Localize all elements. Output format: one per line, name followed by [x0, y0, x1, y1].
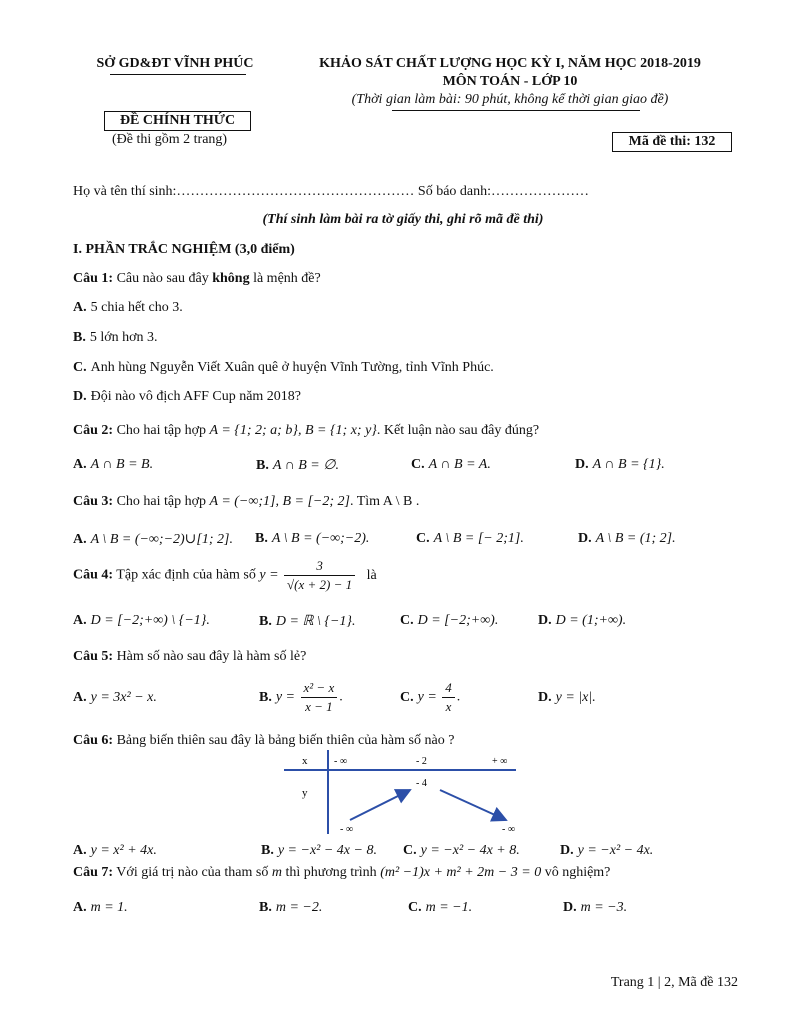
- q5-option-a[interactable]: A. y = 3x² − x.: [73, 690, 157, 705]
- q1-option-b[interactable]: B. 5 lớn hơn 3.: [73, 330, 158, 345]
- q6-option-c[interactable]: C. y = −x² − 4x + 8.: [403, 843, 520, 858]
- pages-note: (Đề thi gồm 2 trang): [112, 132, 228, 147]
- q2-option-b[interactable]: B. A ∩ B = ∅.: [256, 458, 339, 473]
- q5-option-b[interactable]: B. y = $\frac{\text{x² − x}}{x - 1}$ .: [259, 680, 343, 714]
- question-2: Câu 2: Cho hai tập hợp A = {1; 2; a; b}, B = {1; x; y}. Kết luận nào sau đây đúng?: [73, 423, 540, 438]
- q6-option-a[interactable]: A. y = x² + 4x.: [73, 843, 157, 858]
- q7-option-b[interactable]: B. m = −2.: [259, 900, 323, 915]
- q1-option-a[interactable]: A. 5 chia hết cho 3.: [73, 300, 183, 315]
- q3-option-b[interactable]: B. A \ B = (−∞;−2).: [255, 531, 370, 546]
- q2-option-d[interactable]: D. A ∩ B = {1}.: [575, 457, 665, 472]
- table-x-label: x: [302, 755, 308, 767]
- table-y-value-3: - ∞: [502, 824, 515, 834]
- table-y-value-1: - ∞: [340, 824, 353, 834]
- q6-option-b[interactable]: B. y = −x² − 4x − 8.: [261, 843, 377, 858]
- q2-option-c[interactable]: C. A ∩ B = A.: [411, 457, 491, 472]
- q3-option-a[interactable]: A. A \ B = (−∞;−2)∪[1; 2].: [73, 532, 233, 547]
- q4-option-c[interactable]: C. D = [−2;+∞).: [400, 613, 499, 628]
- q4-option-d[interactable]: D. D = (1;+∞).: [538, 613, 627, 628]
- table-y-value-2: - 4: [416, 778, 427, 789]
- question-6: Câu 6: Bảng biến thiên sau đây là bảng biến thiên của hàm số nào ?: [73, 733, 455, 748]
- candidate-instruction: (Thí sinh làm bài ra tờ giấy thi, ghi rõ mã đề thi): [262, 212, 544, 227]
- variation-table: [284, 750, 516, 834]
- department-underline: [110, 74, 246, 75]
- page-footer: Trang 1 | 2, Mã đề 132: [610, 975, 738, 990]
- question-4: Câu 4: Tập xác định của hàm số y = $\frac{3}{√(x + 2) - 1}$ là: [73, 558, 377, 592]
- q1-option-d[interactable]: D. Đội nào vô địch AFF Cup năm 2018?: [73, 389, 302, 404]
- exam-subject: MÔN TOÁN - LỚP 10: [442, 74, 578, 89]
- q4-fraction: $\frac{3}{√(x + 2) - 1}$: [284, 557, 355, 594]
- exam-code: Mã đề thi: 132: [612, 132, 732, 152]
- q4-option-a[interactable]: A. D = [−2;+∞) \ {−1}.: [73, 613, 210, 628]
- q1-option-c[interactable]: C. Anh hùng Nguyễn Viết Xuân quê ở huyện Vĩnh Tường, tỉnh Vĩnh Phúc.: [73, 360, 494, 375]
- increasing-arrow: [350, 790, 410, 820]
- candidate-name-line: Họ và tên thí sinh:…………………………………………… Số báo danh:…………………: [73, 184, 590, 199]
- department-name: SỞ GD&ĐT VĨNH PHÚC: [96, 56, 254, 71]
- time-underline: [392, 110, 640, 111]
- table-y-label: y: [302, 787, 308, 799]
- question-1: Câu 1: Câu nào sau đây không là mệnh đề?: [73, 271, 321, 286]
- q6-option-d[interactable]: D. y = −x² − 4x.: [560, 843, 654, 858]
- question-5: Câu 5: Hàm số nào sau đây là hàm số lẻ?: [73, 649, 307, 664]
- q3-option-d[interactable]: D. A \ B = (1; 2].: [578, 531, 676, 546]
- q7-option-a[interactable]: A. m = 1.: [73, 900, 128, 915]
- question-7: Câu 7: Với giá trị nào của tham số m thì phương trình (m² −1)x + m² + 2m − 3 = 0 vô nghiệm?: [73, 865, 611, 880]
- q3-option-c[interactable]: C. A \ B = [− 2;1].: [416, 531, 524, 546]
- table-x-value-2: - 2: [416, 756, 427, 767]
- decreasing-arrow: [440, 790, 506, 820]
- q7-option-c[interactable]: C. m = −1.: [408, 900, 473, 915]
- exam-time-note: (Thời gian làm bài: 90 phút, không kể thời gian giao đề): [351, 92, 669, 107]
- table-x-value-1: - ∞: [334, 756, 347, 767]
- official-label: ĐỀ CHÍNH THỨC: [104, 111, 251, 131]
- q5-option-d[interactable]: D. y = |x|.: [538, 690, 596, 705]
- exam-title: KHẢO SÁT CHẤT LƯỢNG HỌC KỲ I, NĂM HỌC 2018-2019: [319, 56, 701, 71]
- q2-option-a[interactable]: A. A ∩ B = B.: [73, 457, 154, 472]
- q7-option-d[interactable]: D. m = −3.: [563, 900, 628, 915]
- table-x-value-3: + ∞: [492, 756, 508, 767]
- q5-option-c[interactable]: C. y = $\frac{4}{x}$ .: [400, 680, 461, 714]
- question-3: Câu 3: Cho hai tập hợp A = (−∞;1], B = [−2; 2]. Tìm A \ B .: [73, 494, 420, 509]
- q4-option-b[interactable]: B. D = ℝ \ {−1}.: [259, 614, 356, 629]
- section-title: I. PHẦN TRẮC NGHIỆM (3,0 điểm): [73, 242, 295, 257]
